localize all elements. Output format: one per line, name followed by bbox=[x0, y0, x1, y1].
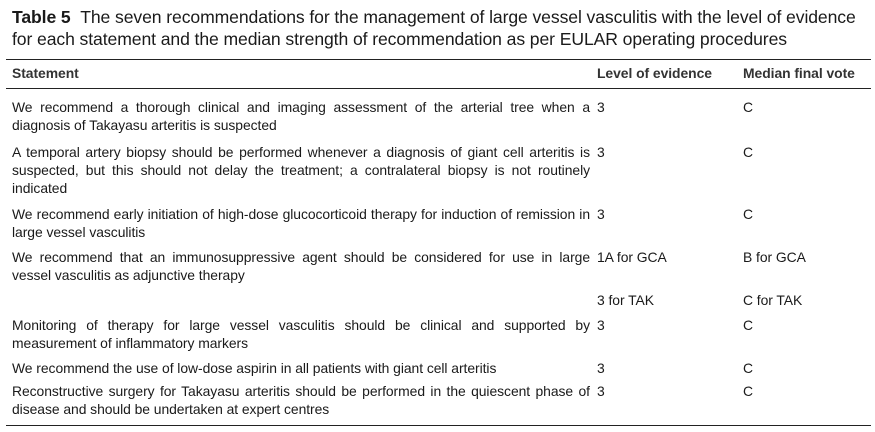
row-6-statement: We recommend the use of low-dose aspirin in all patients with giant cell arteritis bbox=[12, 360, 497, 376]
table-caption bbox=[12, 6, 872, 50]
row-1-statement: We recommend a thorough clinical and imaging assessment of the arterial tree when a diagnosis of Takayasu arteritis is suspected bbox=[12, 99, 590, 133]
row-4-level: 1A for GCA bbox=[597, 249, 667, 265]
row-6-level: 3 bbox=[597, 360, 605, 376]
row-1-vote: C bbox=[743, 99, 753, 115]
header-median-final-vote: Median final vote bbox=[743, 65, 855, 81]
row-5-level: 3 bbox=[597, 317, 605, 333]
row-2-vote: C bbox=[743, 144, 753, 160]
row-2-level: 3 bbox=[597, 144, 605, 160]
row-3-vote: C bbox=[743, 206, 753, 222]
row-7-level: 3 bbox=[597, 383, 605, 399]
row-1-level: 3 bbox=[597, 99, 605, 115]
top-rule bbox=[6, 59, 871, 60]
header-statement: Statement bbox=[12, 65, 79, 81]
header-level-of-evidence: Level of evidence bbox=[597, 65, 712, 81]
table-caption-text: The seven recommendations for the management of large vessel vasculitis with the level of evidence for each statement and the median strength of recommendation as per EULAR operating procedures bbox=[12, 7, 856, 49]
row-7-vote: C bbox=[743, 383, 753, 399]
row-5-statement: Monitoring of therapy for large vessel vasculitis should be clinical and supported by measurement of inflammatory markers bbox=[12, 317, 590, 351]
row-4b-level: 3 for TAK bbox=[597, 292, 654, 308]
row-4-vote: B for GCA bbox=[743, 249, 806, 265]
header-rule bbox=[6, 88, 871, 89]
row-6-vote: C bbox=[743, 360, 753, 376]
bottom-rule bbox=[6, 425, 871, 426]
row-2-statement: A temporal artery biopsy should be performed whenever a diagnosis of giant cell arteritis is suspected, but this should not delay the treatment; a contralateral biopsy is not routinely indicated bbox=[12, 144, 590, 196]
row-5-vote: C bbox=[743, 317, 753, 333]
row-7-statement: Reconstructive surgery for Takayasu arteritis should be performed in the quiescent phase of disease and should be undertaken at expert centres bbox=[12, 383, 590, 417]
table-label: Table 5 bbox=[12, 7, 71, 27]
row-3-statement: We recommend early initiation of high-dose glucocorticoid therapy for induction of remission in large vessel vasculitis bbox=[12, 206, 590, 240]
row-4b-vote: C for TAK bbox=[743, 292, 803, 308]
row-3-level: 3 bbox=[597, 206, 605, 222]
row-4-statement: We recommend that an immunosuppressive agent should be considered for use in large vessel vasculitis as adjunctive therapy bbox=[12, 249, 590, 283]
